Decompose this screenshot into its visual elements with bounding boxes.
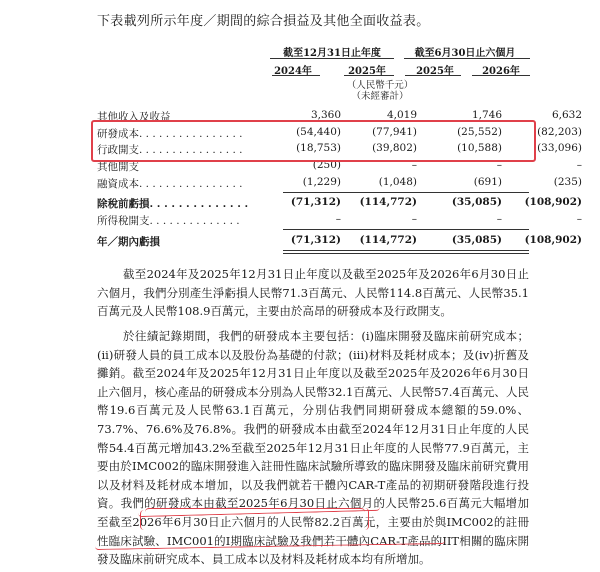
cell: (82,203) — [537, 126, 582, 138]
table-row-loss-before-tax — [97, 196, 582, 212]
cell: – — [496, 213, 502, 225]
annotation-bracket-left — [140, 510, 149, 530]
cell: (35,085) — [451, 234, 502, 246]
row-label: 除稅前虧損. . . . . . . . . . . . . . — [97, 198, 249, 210]
total-rule-bottom-1 — [283, 250, 529, 251]
cell: – — [496, 159, 502, 171]
cell: (250) — [312, 159, 341, 171]
cell: (71,312) — [290, 196, 341, 208]
cell: – — [576, 159, 582, 171]
paragraph-net-loss — [97, 265, 529, 321]
cell: (114,772) — [359, 196, 417, 208]
year-rule-4 — [472, 75, 530, 76]
cell: (1,048) — [378, 176, 417, 188]
cell: (114,772) — [359, 234, 417, 246]
row-label: 其他開支 — [97, 161, 139, 173]
period-header-fy: 截至12月31日止年度 — [283, 48, 381, 59]
paragraph-text: 於往績記錄期間，我們的研發成本主要包括：(i)臨床開發及臨床前研究成本；(ii)研發人員的員工成本以及股份為基礎的付款；(iii)材料及耗材成本；及(iv)折舊及攤銷。截至2024年及2025年12月31日止年度以及截至2025年及2026年6月30日止六個月，核心產品的研發成本分別為人民幣32.1百萬元、人民幣57.4百萬元、人民幣19.6百萬元及人民幣63.1百萬元，分別佔我們同期研發成本總額的59.0%、73.7%、76.6%及76.8%。我們的研發成本由截至2024年12月31日止年度的人民幣54.4百萬元增加43.2%至截至2025年12月31日止年度的人民幣77.9百萬元，主要由於IMC002的臨床開發進入註冊性臨床試驗所導致的臨床開發及臨床前研究費用以及材料及耗材成本增加，以及我們就若干體內CAR-T產品的初期研發階段進行投資。我們的研發成本由截至2025年6月30日止六個月的人民幣25.6百萬元大幅增加至截至2026年6月30日止六個月的人民幣82.2百萬元，主要由於與IMC002的註冊性臨床試驗、IMC001的I期臨床試驗及我們若干體內CAR-T產品的IIT相關的臨床開發及臨床前研究成本、員工成本以及材料及耗材成本均有所增加。 — [97, 329, 529, 567]
cell: (1,229) — [302, 176, 341, 188]
cell: (10,588) — [457, 142, 502, 154]
table-row-loss-for-period — [97, 234, 582, 250]
cell: (54,440) — [296, 126, 341, 138]
annotation-bracket-right — [360, 508, 369, 530]
total-rule-top — [283, 229, 529, 230]
total-rule-bottom-2 — [283, 253, 529, 254]
table-row-finance-cost — [97, 176, 582, 192]
row-label: 其他收入及收益 — [97, 111, 171, 123]
highlight-box — [91, 120, 536, 162]
header-rule-6m — [404, 58, 530, 59]
subtotal-rule — [283, 192, 529, 193]
intro-sentence: 下表載列所示年度／期間的綜合損益及其他全面收益表。 — [97, 14, 430, 29]
cell: – — [411, 159, 417, 171]
cell: (33,096) — [537, 142, 582, 154]
table-row-income-tax — [97, 213, 582, 229]
cell: – — [576, 213, 582, 225]
cell: – — [411, 213, 417, 225]
cell: (25,552) — [457, 126, 502, 138]
row-label: 研發成本. . . . . . . . . . . . . . . . — [97, 128, 243, 140]
cell: – — [335, 213, 341, 225]
cell: (39,802) — [372, 142, 417, 154]
cell: 3,360 — [310, 109, 341, 121]
cell: (108,902) — [524, 234, 582, 246]
cell: (691) — [473, 176, 502, 188]
year-rule-2 — [344, 75, 394, 76]
year-header-3: 2025年 — [416, 66, 454, 77]
cell: (108,902) — [524, 196, 582, 208]
cell: (71,312) — [290, 234, 341, 246]
cell: 1,746 — [471, 109, 502, 121]
row-label: 年／期內虧損 — [97, 236, 160, 248]
header-rule-fy — [270, 58, 394, 59]
year-header-2: 2025年 — [348, 66, 386, 77]
row-label: 融資成本. . . . . . . . . . . . . . . . — [97, 178, 243, 190]
cell: (18,753) — [296, 142, 341, 154]
year-header-1: 2024年 — [274, 66, 312, 77]
cell: 4,019 — [386, 109, 417, 121]
row-label: 行政開支. . . . . . . . . . . . . . . . — [97, 144, 243, 156]
cell: (35,085) — [451, 196, 502, 208]
cell: (235) — [553, 176, 582, 188]
cell: 6,632 — [551, 109, 582, 121]
period-header-6m: 截至6月30日止六個月 — [414, 48, 516, 59]
row-label: 所得稅開支. . . . . . . . . . . . . . — [97, 215, 240, 227]
unaudited-label: （未經審計） — [351, 91, 409, 102]
cell: (77,941) — [372, 126, 417, 138]
year-header-4: 2026年 — [482, 66, 520, 77]
year-rule-3 — [405, 75, 461, 76]
annotation-overline — [145, 508, 365, 535]
paragraph-text: 截至2024年及2025年12月31日止年度以及截至2025年及2026年6月30日止六個月，我們分別產生淨虧損人民幣71.3百萬元、人民幣114.8百萬元、人民幣35.1百萬元及人民幣108.9百萬元，主要由於高昂的研發成本及行政開支。 — [97, 267, 529, 319]
unit-label: （人民幣千元） — [346, 80, 414, 91]
year-rule-1 — [272, 75, 320, 76]
